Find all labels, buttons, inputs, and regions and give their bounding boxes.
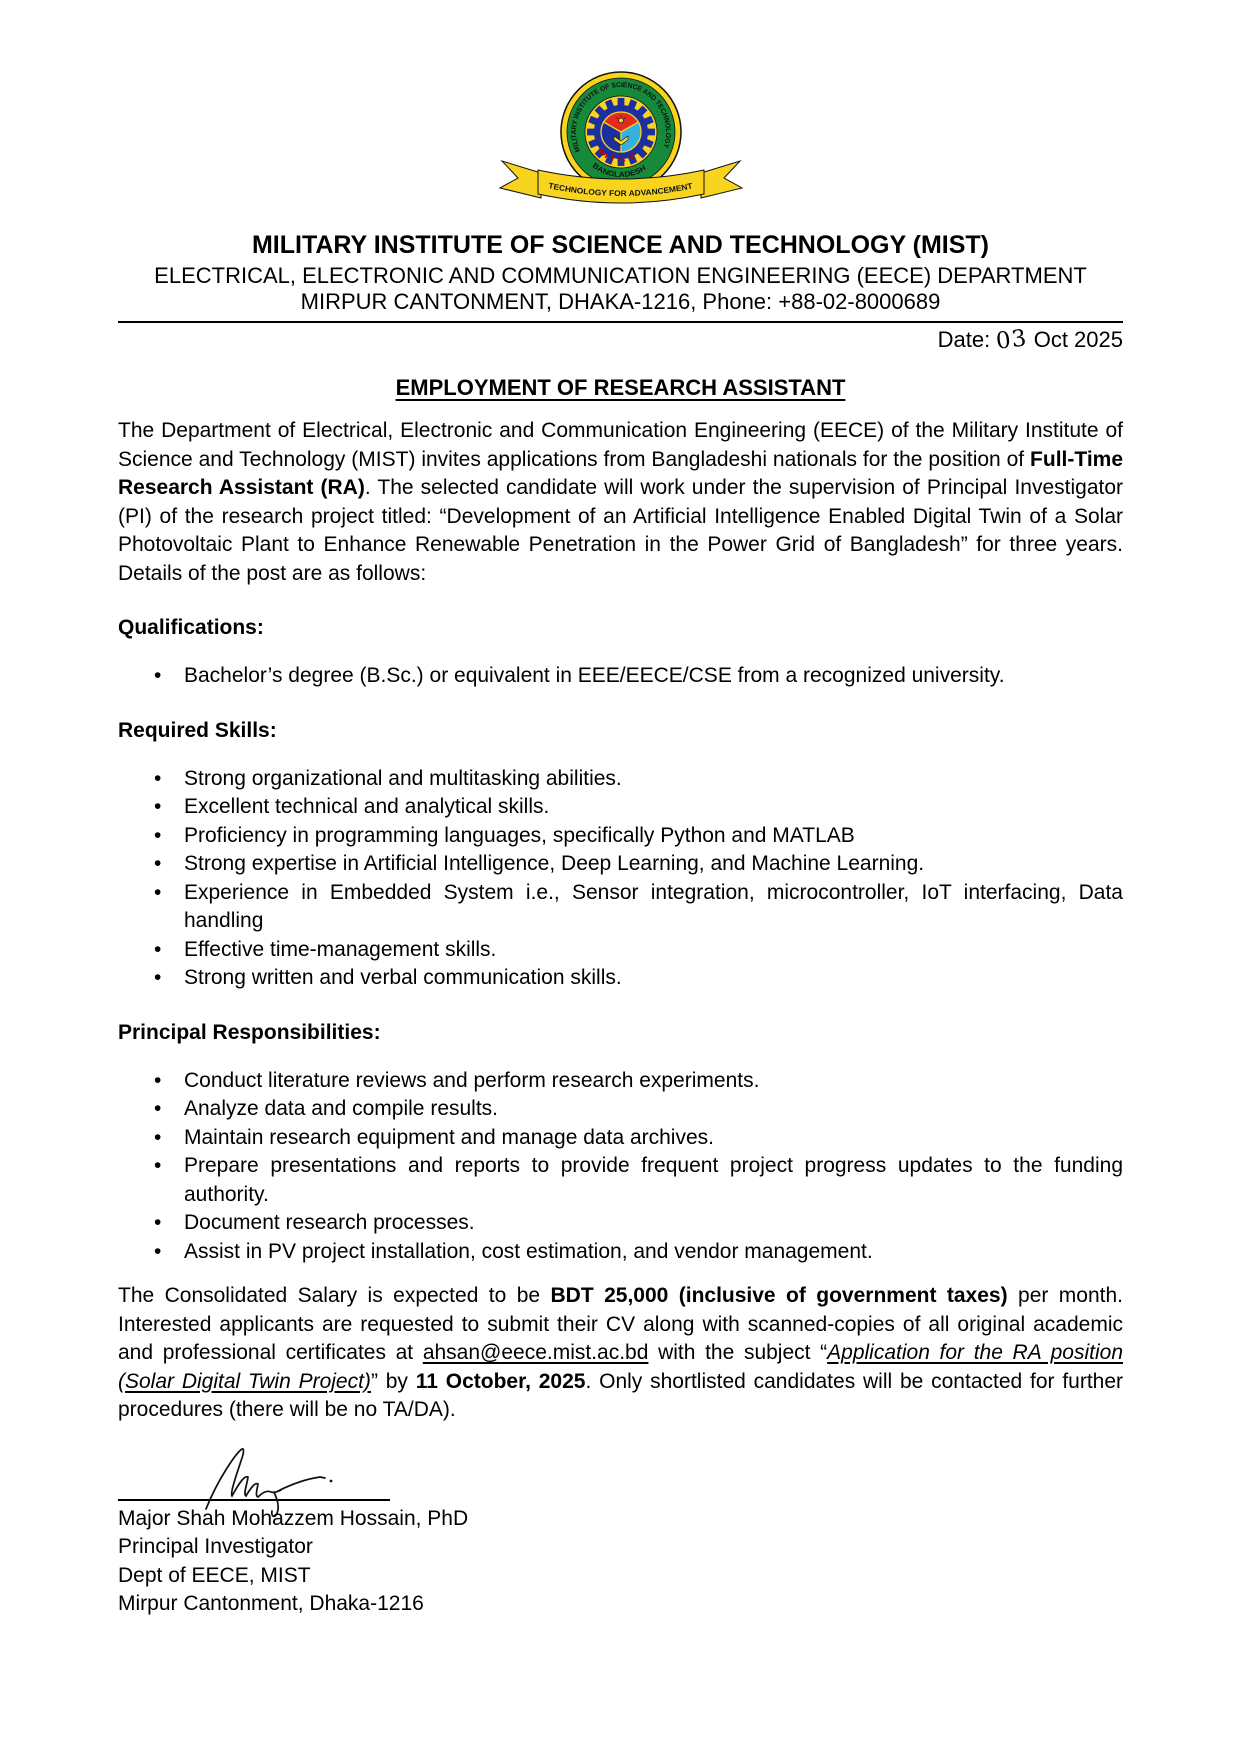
list-item: • Bachelor’s degree (B.Sc.) or equivalent in EEE/EECE/CSE from a recognized university. xyxy=(118,662,1123,691)
deadline-bold: 11 October, 2025 xyxy=(415,1369,586,1393)
logo-container xyxy=(118,0,1123,220)
list-item: • Strong written and verbal communication skills. xyxy=(118,964,1123,993)
signatory-dept: Dept of EECE, MIST xyxy=(118,1563,311,1587)
list-item: • Maintain research equipment and manage data archives. xyxy=(118,1124,1123,1153)
email-link[interactable]: ahsan@eece.mist.ac.bd xyxy=(422,1341,649,1364)
subject-line-italic: Application for the RA position (Solar Digital Twin Project) xyxy=(118,1341,1123,1393)
list-item: • Effective time-management skills. xyxy=(118,936,1123,965)
closing-paragraph xyxy=(118,1282,1123,1425)
logo-banner-text: TECHNOLOGY FOR ADVANCEMENT xyxy=(547,181,693,199)
list-item: • Prepare presentations and reports to provide frequent project progress updates to the funding authority. xyxy=(118,1152,1123,1209)
closing-seg1: The Consolidated Salary is expected to be xyxy=(118,1284,551,1307)
qualifications-list xyxy=(118,662,1123,691)
date-day-handwritten: 03 xyxy=(994,325,1030,355)
salary-bold: BDT 25,000 (inclusive of government taxes) xyxy=(550,1284,1008,1307)
required-skills-heading: Required Skills: xyxy=(118,718,277,742)
institute-name: MILITARY INSTITUTE OF SCIENCE AND TECHNOLOGY (MIST) xyxy=(251,231,990,259)
logo-ring-text-top: MILITARY INSTITUTE OF SCIENCE AND TECHNOLOGY xyxy=(570,81,671,153)
header-divider xyxy=(118,321,1123,323)
logo-mist-letters: M I S T xyxy=(596,148,634,165)
institute-address: MIRPUR CANTONMENT, DHAKA-1216, Phone: +88-02-8000689 xyxy=(300,289,941,314)
signature-line xyxy=(118,1499,390,1501)
date-rest: Oct 2025 xyxy=(1033,327,1123,352)
responsibilities-heading: Principal Responsibilities: xyxy=(118,1020,381,1044)
department-name: ELECTRICAL, ELECTRONIC AND COMMUNICATION ENGINEERING (EECE) DEPARTMENT xyxy=(154,263,1087,288)
logo-ring-text-bottom: BANGLADESH xyxy=(590,160,647,180)
intro-seg1: The Department of Electrical, Electronic and Communication Engineering (EECE) of the Military Institute of Science and Technology (MIST) invites applications from Bangladeshi nationals for the position of xyxy=(118,419,1123,471)
list-item: • Strong expertise in Artificial Intelligence, Deep Learning, and Machine Learning. xyxy=(118,850,1123,879)
list-item: • Document research processes. xyxy=(118,1209,1123,1238)
required-skills-list xyxy=(118,765,1123,993)
closing-seg3: with the subject “ xyxy=(648,1341,828,1364)
intro-paragraph xyxy=(118,417,1123,588)
signatory-name: Major Shah Mohazzem Hossain, PhD xyxy=(118,1506,469,1530)
signatory-role: Principal Investigator xyxy=(118,1535,313,1558)
list-item: • Analyze data and compile results. xyxy=(118,1095,1123,1124)
closing-seg2: per month. Interested applicants are requested to submit their CV along with scanned-copies of all original academic and professional certificates at xyxy=(118,1284,1123,1364)
mist-logo-icon xyxy=(496,70,746,215)
signatory-address: Mirpur Cantonment, Dhaka-1216 xyxy=(118,1592,424,1615)
signature-block xyxy=(118,1445,1123,1619)
document-title: EMPLOYMENT OF RESEARCH ASSISTANT xyxy=(395,375,846,400)
list-item: • Proficiency in programming languages, specifically Python and MATLAB xyxy=(118,822,1123,851)
list-item: • Strong organizational and multitasking abilities. xyxy=(118,765,1123,794)
closing-seg5: . Only shortlisted candidates will be contacted for further procedures (there will be no TA/DA). xyxy=(118,1369,1124,1421)
date-label: Date: xyxy=(937,327,991,352)
list-item: • Excellent technical and analytical skills. xyxy=(118,793,1123,822)
logo-center-emblem xyxy=(601,112,641,152)
closing-seg4: ” by xyxy=(370,1369,416,1393)
responsibilities-list xyxy=(118,1067,1123,1267)
qualifications-heading: Qualifications: xyxy=(118,616,264,639)
list-item: • Conduct literature reviews and perform research experiments. xyxy=(118,1067,1123,1096)
position-title-bold: Full-Time Research Assistant (RA) xyxy=(118,447,1123,499)
date-line xyxy=(118,325,1123,355)
letterhead xyxy=(118,230,1123,315)
intro-seg2: . The selected candidate will work under the supervision of Principal Investigator (PI) of the research project titled: “Development of an Artificial Intelligence Enabled Digital Twin of a Solar Photovoltaic Plant to Enhance Renewable Penetration in the Power Grid of Bangladesh” for three years. Details of the post are as follows: xyxy=(118,476,1123,585)
list-item: • Assist in PV project installation, cost estimation, and vendor management. xyxy=(118,1238,1123,1267)
list-item: • Experience in Embedded System i.e., Sensor integration, microcontroller, IoT interfacing, Data handling xyxy=(118,879,1123,936)
